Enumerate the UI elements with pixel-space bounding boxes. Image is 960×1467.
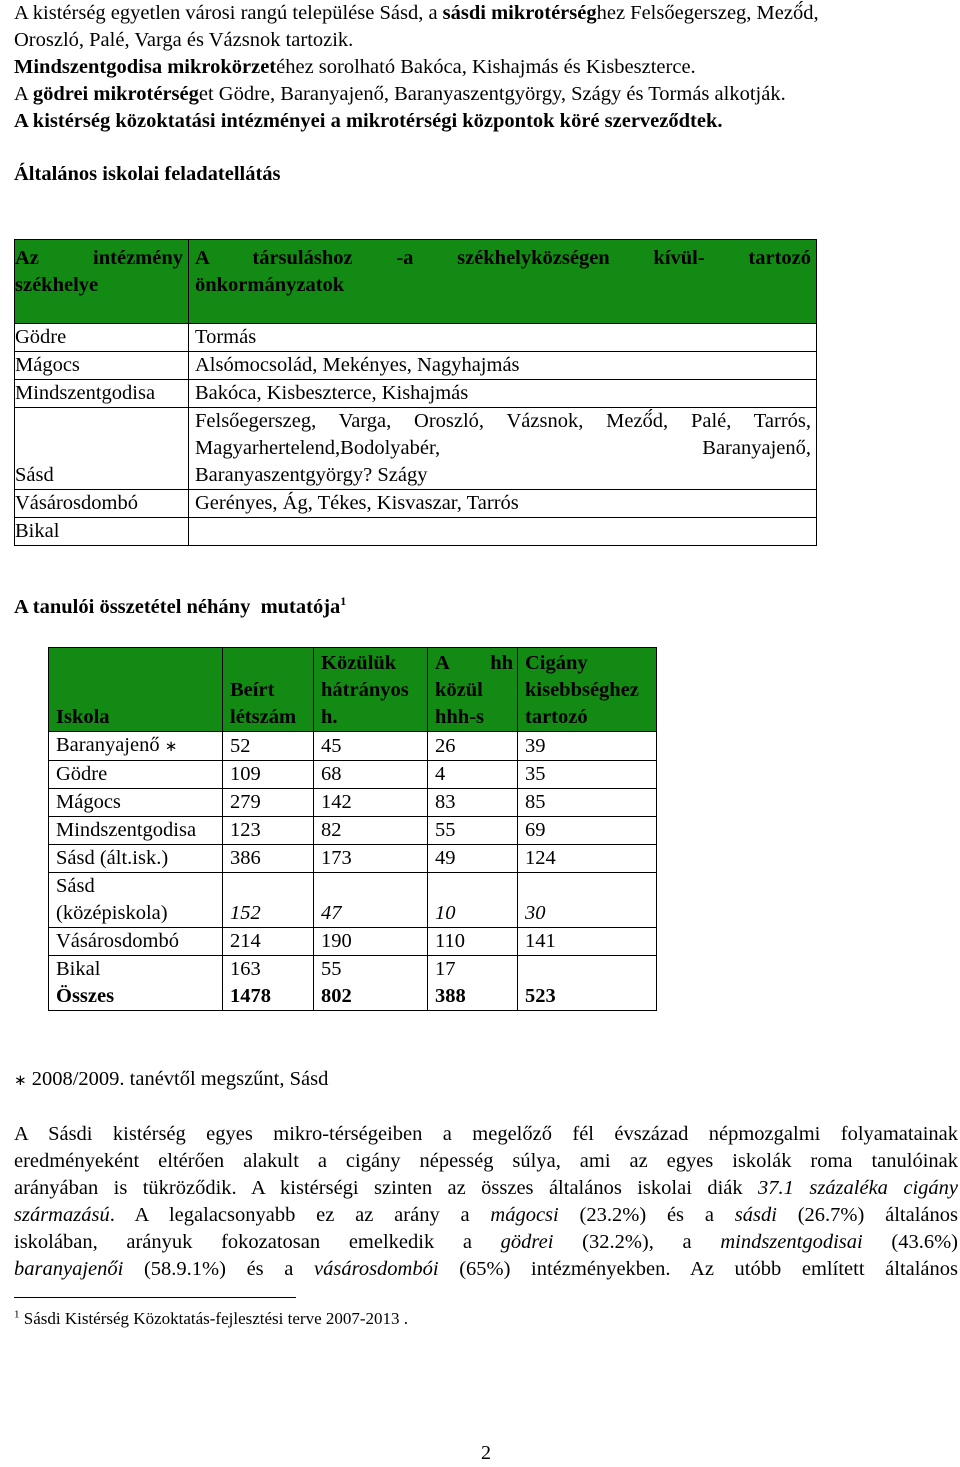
table-header-row: [15, 240, 817, 324]
header-members: A társuláshoz -a székhelyközségen kívül- tartozó önkormányzatok: [189, 240, 817, 324]
asterisk-mark: ∗: [14, 1071, 27, 1089]
intro-line-5: A kistérség közoktatási intézményei a mikrotérségi központok köré szerveződtek.: [14, 110, 723, 132]
header-roma: Cigány kisebbséghez tartozó: [518, 648, 657, 732]
table-row: Gödre 109 68 4 35: [49, 761, 657, 789]
header-hhh: A hh közül hhh-s: [428, 648, 518, 732]
intro-line-3: Mindszentgodisa mikrokörzetéhez sorolható Bakóca, Kishajmás és Kisbeszterce.: [14, 56, 696, 78]
intro-paragraph: [14, 0, 958, 135]
table-row-total: Bikal Összes 163 1478 55 802 17 388 523: [49, 956, 657, 1011]
table-row: Gödre Tormás: [15, 324, 817, 352]
section-title-primary-schools: Általános iskolai feladatellátás: [14, 163, 281, 185]
godrei-microregion-term: gödrei mikrotérség: [32, 83, 199, 105]
page-number: 2: [481, 1442, 491, 1464]
intro-line-1: A kistérség egyetlen városi rangú települése Sásd, a sásdi mikrotérséghez Felsőegerszeg, Mező́d,: [14, 2, 819, 24]
table-header-row: [49, 648, 657, 732]
table-row: Vásárosdombó Gerényes, Ág, Tékes, Kisvaszar, Tarrós: [15, 490, 817, 518]
table-row: Sásd Felsőegerszeg, Varga, Oroszló, Vázsnok, Mező́d, Palé, Tarrós, Magyarhertelend,Bodolyabér, Baranyajenő, Baranyaszentgyörgy? Szágy: [15, 408, 817, 490]
closure-note: ∗ 2008/2009. tanévtől megszűnt, Sásd: [14, 1068, 329, 1090]
section-title-student-composition: A tanulói összetétel néhány mutatója$^1$: [14, 594, 347, 618]
table-row: Mindszentgodisa Bakóca, Kisbeszterce, Kishajmás: [15, 380, 817, 408]
table-row: Vásárosdombó 214 190 110 141: [49, 928, 657, 956]
table-row: Baranyajenő ∗ 52 45 26 39: [49, 732, 657, 761]
mindszentgodisa-district-term: Mindszentgodisa mikrokörzet: [14, 56, 277, 78]
header-seat: Az intézmény székhelye: [15, 240, 189, 324]
school-association-table: [14, 239, 817, 546]
footnote-reference: 1: [340, 594, 347, 609]
intro-line-2: Oroszló, Palé, Varga és Vázsnok tartozik.: [14, 29, 354, 51]
intro-line-4: A gödrei mikrotérséget Gödre, Baranyajenő, Baranyaszentgyörgy, Szágy és Tormás alkotják.: [14, 83, 786, 105]
table-row: Mindszentgodisa 123 82 55 69: [49, 817, 657, 845]
header-enrolled: Beírt létszám: [223, 648, 314, 732]
body-paragraph: A Sásdi kistérség egyes mikro-térségeiben a megelőző fél évszázad népmozgalmi folyamatainak eredményeként eltérően alakult a cigány népesség súlya, ami az egyes iskolák roma tanulóinak arányában is tükröződik. A kistérségi szinten az összes általános iskolai diák 37.1 százaléka cigány származású. A legalacsonyabb ez az arány a mágocsi (23.2%) és a sásdi (26.7%) általános iskolában, arányuk fokozatosan emelkedik a gödrei (32.2%), a mindszentgodisai (43.6%) baranyajenői (58.9.1%) és a vásárosdombói (65%) intézményekben. Az utóbb említett általános: [14, 1123, 959, 1280]
table-row: Mágocs 279 142 83 85: [49, 789, 657, 817]
student-composition-table: [48, 647, 657, 1011]
footnote-separator: [14, 1297, 296, 1298]
table-row: Mágocs Alsómocsolád, Mekényes, Nagyhajmás: [15, 352, 817, 380]
table-row: Bikal: [15, 518, 817, 546]
table-row: Sásd (ált.isk.) 386 173 49 124: [49, 845, 657, 873]
header-disadvantaged: Közülük hátrányos h.: [314, 648, 428, 732]
table-row: Sásd (középiskola) 152 47 10 30: [49, 873, 657, 928]
sasdi-microregion-term: sásdi mikrotérség: [442, 2, 597, 24]
asterisk-mark: ∗: [164, 737, 178, 755]
footnote: $^1$ Sásdi Kistérség Közoktatás-fejlesztési terve 2007-2013 .: [14, 1308, 409, 1328]
header-school: Iskola: [49, 648, 223, 732]
